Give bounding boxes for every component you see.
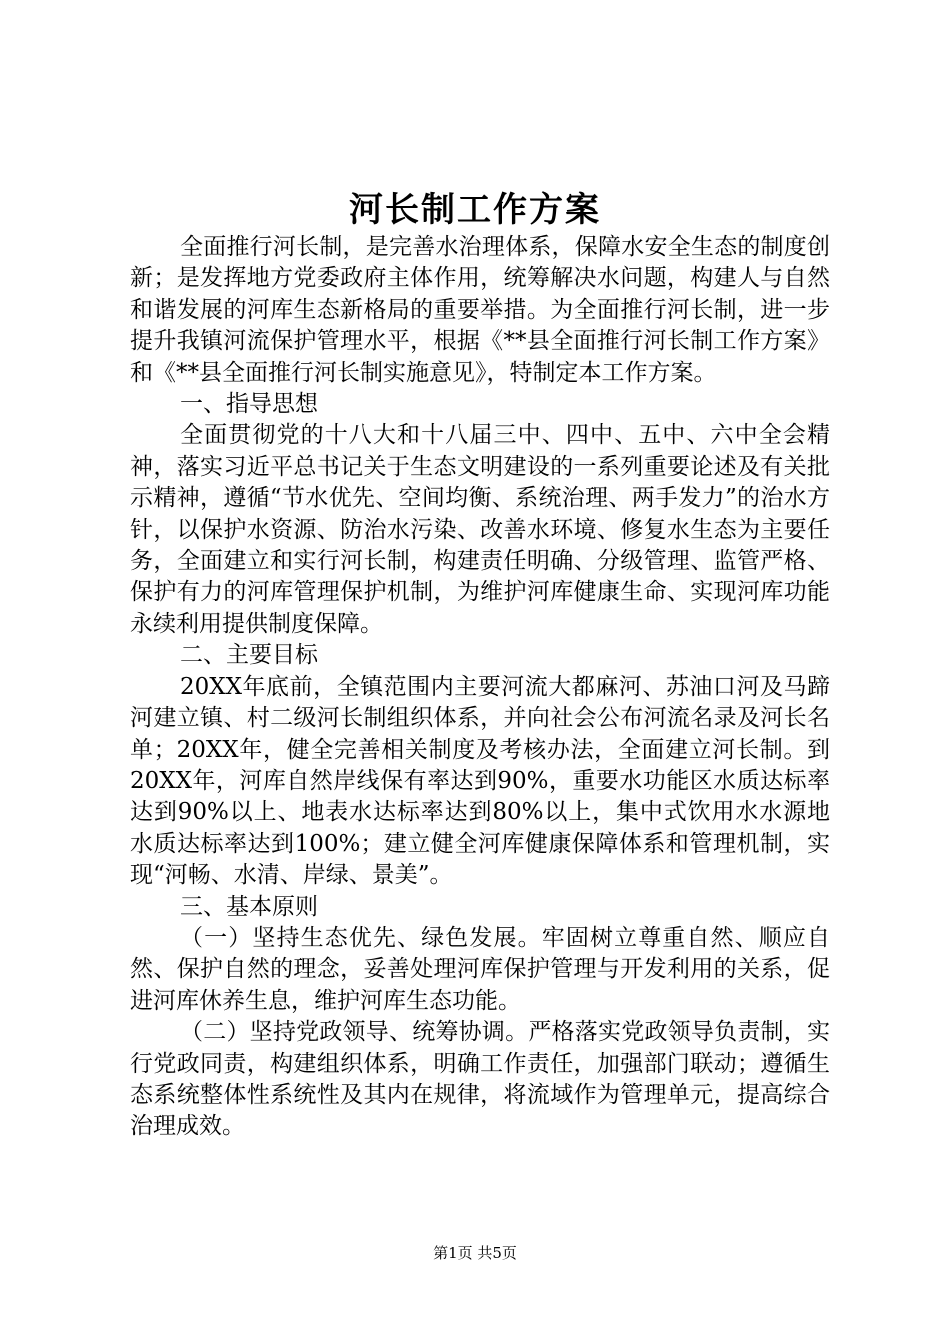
document-title: 河长制工作方案 xyxy=(349,190,601,230)
section-heading-basic-principles: 三、基本原则 xyxy=(180,893,318,920)
principle-1-paragraph: （一）坚持生态优先、绿色发展。牢固树立尊重自然、顺应自然、保护自然的理念，妥善处理河库保护管理与开发利用的关系，促进河库休养生息，维护河库生态功能。 xyxy=(130,924,830,1014)
intro-paragraph: 全面推行河长制，是完善水治理体系，保障水安全生态的制度创新；是发挥地方党委政府主体作用，统筹解决水问题，构建人与自然和谐发展的河库生态新格局的重要举措。为全面推行河长制，进一步提升我镇河流保护管理水平，根据《**县全面推行河长制工作方案》和《**县全面推行河长制实施意见》，特制定本工作方案。 xyxy=(130,234,830,386)
principle-2-paragraph: （二）坚持党政领导、统筹协调。严格落实党政领导负责制，实行党政同责，构建组织体系，明确工作责任，加强部门联动；遵循生态系统整体性系统性及其内在规律，将流域作为管理单元，提高综合治理成效。 xyxy=(130,1019,830,1140)
section-heading-guiding-thought: 一、指导思想 xyxy=(180,391,318,418)
main-goals-paragraph: 20XX年底前，全镇范围内主要河流大都麻河、苏油口河及马蹄河建立镇、村二级河长制组织体系，并向社会公布河流名录及河长名单；20XX年，健全完善相关制度及考核办法，全面建立河长制。到20XX年，河库自然岸线保有率达到90%，重要水功能区水质达标率达到90%以上、地表水达标率达到80%以上，集中式饮用水水源地水质达标率达到100%；建立健全河库健康保障体系和管理机制，实现“河畅、水清、岸绿、景美”。 xyxy=(130,673,830,889)
section-heading-main-goals: 二、主要目标 xyxy=(180,642,318,669)
document-body xyxy=(130,232,830,1143)
guiding-thought-paragraph: 全面贯彻党的十八大和十八届三中、四中、五中、六中全会精神，落实习近平总书记关于生态文明建设的一系列重要论述及有关批示精神，遵循“节水优先、空间均衡、系统治理、两手发力”的治水方针，以保护水资源、防治水污染、改善水环境、修复水生态为主要任务，全面建立和实行河长制，构建责任明确、分级管理、监管严格、保护有力的河库管理保护机制，为维护河库健康生命、实现河库功能永续利用提供制度保障。 xyxy=(130,422,830,637)
page-number-footer: 第1页 共5页 xyxy=(433,1244,517,1262)
